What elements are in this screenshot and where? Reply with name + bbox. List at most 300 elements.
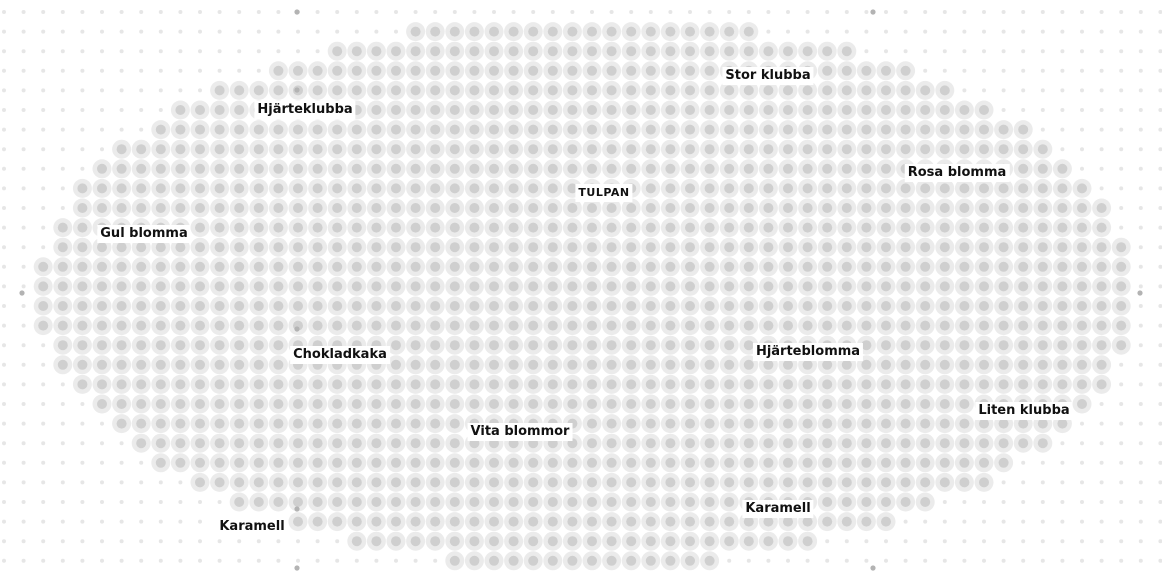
seat[interactable] xyxy=(720,159,739,178)
seat[interactable] xyxy=(289,297,308,316)
seat[interactable] xyxy=(308,179,327,198)
seat[interactable] xyxy=(739,101,758,120)
seat[interactable] xyxy=(543,316,562,335)
seat[interactable] xyxy=(837,375,856,394)
seat[interactable] xyxy=(465,81,484,100)
seat[interactable] xyxy=(289,395,308,414)
seat[interactable] xyxy=(916,453,935,472)
seat[interactable] xyxy=(367,179,386,198)
seat[interactable] xyxy=(994,453,1013,472)
seat[interactable] xyxy=(994,316,1013,335)
seat[interactable] xyxy=(269,179,288,198)
seat[interactable] xyxy=(681,375,700,394)
seat[interactable] xyxy=(583,355,602,374)
seat[interactable] xyxy=(387,238,406,257)
seat[interactable] xyxy=(445,277,464,296)
seat[interactable] xyxy=(994,355,1013,374)
seat[interactable] xyxy=(818,512,837,531)
seat[interactable] xyxy=(700,336,719,355)
seat[interactable] xyxy=(955,473,974,492)
seat[interactable] xyxy=(818,316,837,335)
seat[interactable] xyxy=(583,375,602,394)
seat[interactable] xyxy=(151,257,170,276)
seat[interactable] xyxy=(681,316,700,335)
seat[interactable] xyxy=(759,179,778,198)
seat[interactable] xyxy=(230,81,249,100)
seat[interactable] xyxy=(622,277,641,296)
seat[interactable] xyxy=(445,257,464,276)
seat[interactable] xyxy=(328,493,347,512)
seat[interactable] xyxy=(681,493,700,512)
seat[interactable] xyxy=(837,414,856,433)
seat[interactable] xyxy=(857,218,876,237)
seat[interactable] xyxy=(132,140,151,159)
seat[interactable] xyxy=(269,277,288,296)
seat[interactable] xyxy=(485,395,504,414)
seat[interactable] xyxy=(975,199,994,218)
seat[interactable] xyxy=(583,61,602,80)
seat[interactable] xyxy=(1014,336,1033,355)
seat[interactable] xyxy=(720,140,739,159)
seat[interactable] xyxy=(132,179,151,198)
seat[interactable] xyxy=(308,375,327,394)
seat[interactable] xyxy=(935,434,954,453)
seat[interactable] xyxy=(328,81,347,100)
seat[interactable] xyxy=(1073,179,1092,198)
seat[interactable] xyxy=(289,140,308,159)
seat[interactable] xyxy=(269,81,288,100)
seat[interactable] xyxy=(583,297,602,316)
seat[interactable] xyxy=(661,375,680,394)
seat[interactable] xyxy=(524,493,543,512)
seat[interactable] xyxy=(191,199,210,218)
seat[interactable] xyxy=(485,277,504,296)
seat[interactable] xyxy=(230,218,249,237)
seat[interactable] xyxy=(837,473,856,492)
seat[interactable] xyxy=(132,355,151,374)
seat[interactable] xyxy=(857,395,876,414)
seat[interactable] xyxy=(563,81,582,100)
seat[interactable] xyxy=(720,512,739,531)
seat[interactable] xyxy=(485,375,504,394)
seat[interactable] xyxy=(269,414,288,433)
seat[interactable] xyxy=(798,120,817,139)
seat[interactable] xyxy=(191,218,210,237)
seat[interactable] xyxy=(445,355,464,374)
seat[interactable] xyxy=(504,257,523,276)
seat[interactable] xyxy=(602,277,621,296)
seat[interactable] xyxy=(112,199,131,218)
seat[interactable] xyxy=(387,414,406,433)
seat[interactable] xyxy=(661,22,680,41)
seat[interactable] xyxy=(387,532,406,551)
seat[interactable] xyxy=(406,453,425,472)
seat[interactable] xyxy=(465,42,484,61)
seat[interactable] xyxy=(641,81,660,100)
seat[interactable] xyxy=(641,532,660,551)
seat[interactable] xyxy=(681,218,700,237)
seat[interactable] xyxy=(171,316,190,335)
seat[interactable] xyxy=(445,434,464,453)
seat[interactable] xyxy=(798,101,817,120)
seat[interactable] xyxy=(73,218,92,237)
seat[interactable] xyxy=(406,257,425,276)
seat[interactable] xyxy=(602,297,621,316)
seat[interactable] xyxy=(249,336,268,355)
seat[interactable] xyxy=(622,22,641,41)
seat[interactable] xyxy=(445,179,464,198)
seat[interactable] xyxy=(877,473,896,492)
seat[interactable] xyxy=(347,42,366,61)
seat[interactable] xyxy=(759,414,778,433)
seat[interactable] xyxy=(465,61,484,80)
seat[interactable] xyxy=(779,473,798,492)
seat[interactable] xyxy=(700,551,719,570)
seat[interactable] xyxy=(563,120,582,139)
seat[interactable] xyxy=(641,101,660,120)
seat[interactable] xyxy=(132,414,151,433)
seat[interactable] xyxy=(720,434,739,453)
seat[interactable] xyxy=(230,120,249,139)
seat[interactable] xyxy=(681,355,700,374)
seat[interactable] xyxy=(720,336,739,355)
seat[interactable] xyxy=(191,395,210,414)
seat[interactable] xyxy=(367,140,386,159)
seat[interactable] xyxy=(543,120,562,139)
seat[interactable] xyxy=(485,297,504,316)
seat[interactable] xyxy=(289,277,308,296)
seat[interactable] xyxy=(171,375,190,394)
seat[interactable] xyxy=(1053,375,1072,394)
seat[interactable] xyxy=(1073,199,1092,218)
seat[interactable] xyxy=(877,61,896,80)
seat[interactable] xyxy=(426,140,445,159)
seat[interactable] xyxy=(779,159,798,178)
seat[interactable] xyxy=(524,551,543,570)
seat[interactable] xyxy=(289,257,308,276)
seat[interactable] xyxy=(524,336,543,355)
seat[interactable] xyxy=(112,159,131,178)
seat[interactable] xyxy=(191,453,210,472)
seat[interactable] xyxy=(896,257,915,276)
zone-label-karamell-left[interactable]: Karamell xyxy=(216,518,287,536)
seat[interactable] xyxy=(445,316,464,335)
seat[interactable] xyxy=(661,316,680,335)
seat[interactable] xyxy=(230,297,249,316)
seat[interactable] xyxy=(602,140,621,159)
seat[interactable] xyxy=(720,218,739,237)
seat[interactable] xyxy=(347,61,366,80)
seat[interactable] xyxy=(759,316,778,335)
seat[interactable] xyxy=(328,218,347,237)
seat[interactable] xyxy=(230,355,249,374)
seat[interactable] xyxy=(1014,120,1033,139)
seat[interactable] xyxy=(210,179,229,198)
seat[interactable] xyxy=(563,61,582,80)
seat[interactable] xyxy=(798,395,817,414)
seat[interactable] xyxy=(191,355,210,374)
seat[interactable] xyxy=(602,218,621,237)
seat[interactable] xyxy=(210,395,229,414)
seat[interactable] xyxy=(112,395,131,414)
seat[interactable] xyxy=(543,512,562,531)
seat[interactable] xyxy=(837,277,856,296)
seat[interactable] xyxy=(779,316,798,335)
seat[interactable] xyxy=(504,512,523,531)
seat[interactable] xyxy=(935,257,954,276)
seat[interactable] xyxy=(1014,316,1033,335)
seat[interactable] xyxy=(445,532,464,551)
seat[interactable] xyxy=(896,238,915,257)
seat[interactable] xyxy=(975,140,994,159)
seat[interactable] xyxy=(171,120,190,139)
seat[interactable] xyxy=(465,493,484,512)
seat[interactable] xyxy=(445,101,464,120)
seat[interactable] xyxy=(53,238,72,257)
seat[interactable] xyxy=(818,493,837,512)
seat[interactable] xyxy=(602,434,621,453)
seat[interactable] xyxy=(700,395,719,414)
seat[interactable] xyxy=(877,453,896,472)
seat[interactable] xyxy=(112,316,131,335)
seat[interactable] xyxy=(249,395,268,414)
seat[interactable] xyxy=(132,434,151,453)
seat[interactable] xyxy=(916,473,935,492)
seat[interactable] xyxy=(955,297,974,316)
seat[interactable] xyxy=(53,277,72,296)
seat[interactable] xyxy=(857,120,876,139)
seat[interactable] xyxy=(681,22,700,41)
seat[interactable] xyxy=(975,473,994,492)
seat[interactable] xyxy=(1033,257,1052,276)
seat[interactable] xyxy=(387,453,406,472)
seat[interactable] xyxy=(524,218,543,237)
seat[interactable] xyxy=(328,375,347,394)
seat[interactable] xyxy=(524,453,543,472)
seat[interactable] xyxy=(191,316,210,335)
seat[interactable] xyxy=(367,414,386,433)
seat[interactable] xyxy=(504,22,523,41)
seat[interactable] xyxy=(485,493,504,512)
seat[interactable] xyxy=(426,434,445,453)
seat[interactable] xyxy=(230,336,249,355)
seat[interactable] xyxy=(269,316,288,335)
seat[interactable] xyxy=(524,257,543,276)
seat[interactable] xyxy=(171,297,190,316)
seat[interactable] xyxy=(249,434,268,453)
seat[interactable] xyxy=(857,238,876,257)
seat[interactable] xyxy=(426,473,445,492)
seat[interactable] xyxy=(347,316,366,335)
seat[interactable] xyxy=(700,277,719,296)
seat[interactable] xyxy=(1112,277,1131,296)
seat[interactable] xyxy=(1073,355,1092,374)
seat[interactable] xyxy=(328,512,347,531)
zone-label-vita-blommor[interactable]: Vita blommor xyxy=(468,423,573,441)
seat[interactable] xyxy=(112,355,131,374)
seat[interactable] xyxy=(563,22,582,41)
seat[interactable] xyxy=(367,238,386,257)
seat[interactable] xyxy=(543,395,562,414)
seat[interactable] xyxy=(191,414,210,433)
seat[interactable] xyxy=(759,375,778,394)
seat[interactable] xyxy=(641,336,660,355)
seat[interactable] xyxy=(543,101,562,120)
seat[interactable] xyxy=(935,316,954,335)
seat[interactable] xyxy=(308,414,327,433)
seat[interactable] xyxy=(367,316,386,335)
seat[interactable] xyxy=(759,297,778,316)
seat[interactable] xyxy=(661,551,680,570)
seat[interactable] xyxy=(426,453,445,472)
seat[interactable] xyxy=(602,120,621,139)
seat[interactable] xyxy=(249,140,268,159)
seat[interactable] xyxy=(269,257,288,276)
seat[interactable] xyxy=(308,257,327,276)
seat[interactable] xyxy=(1073,375,1092,394)
seat[interactable] xyxy=(779,140,798,159)
seat[interactable] xyxy=(877,414,896,433)
seat[interactable] xyxy=(1033,434,1052,453)
seat[interactable] xyxy=(406,101,425,120)
seat[interactable] xyxy=(720,22,739,41)
seat[interactable] xyxy=(622,355,641,374)
seat[interactable] xyxy=(426,375,445,394)
seat[interactable] xyxy=(837,434,856,453)
seat[interactable] xyxy=(132,297,151,316)
seat[interactable] xyxy=(269,473,288,492)
seat[interactable] xyxy=(289,199,308,218)
seat[interactable] xyxy=(1053,297,1072,316)
seat[interactable] xyxy=(426,61,445,80)
seat[interactable] xyxy=(347,434,366,453)
seat[interactable] xyxy=(249,473,268,492)
seat[interactable] xyxy=(504,159,523,178)
seat[interactable] xyxy=(700,532,719,551)
seat[interactable] xyxy=(210,120,229,139)
seat[interactable] xyxy=(896,101,915,120)
seat[interactable] xyxy=(916,120,935,139)
seat[interactable] xyxy=(210,238,229,257)
seat[interactable] xyxy=(445,375,464,394)
seat[interactable] xyxy=(935,414,954,433)
seat[interactable] xyxy=(955,355,974,374)
seat[interactable] xyxy=(445,336,464,355)
seat[interactable] xyxy=(308,493,327,512)
seat[interactable] xyxy=(641,453,660,472)
seat[interactable] xyxy=(1033,199,1052,218)
seat[interactable] xyxy=(720,257,739,276)
seat[interactable] xyxy=(1014,375,1033,394)
seat[interactable] xyxy=(857,257,876,276)
seat[interactable] xyxy=(387,179,406,198)
seat[interactable] xyxy=(445,218,464,237)
seat[interactable] xyxy=(171,277,190,296)
seat[interactable] xyxy=(877,277,896,296)
seat[interactable] xyxy=(798,375,817,394)
seat[interactable] xyxy=(93,355,112,374)
seat[interactable] xyxy=(877,395,896,414)
seat[interactable] xyxy=(798,238,817,257)
seat[interactable] xyxy=(661,453,680,472)
seat[interactable] xyxy=(524,297,543,316)
seat[interactable] xyxy=(955,218,974,237)
seat[interactable] xyxy=(171,179,190,198)
seat[interactable] xyxy=(994,120,1013,139)
seat[interactable] xyxy=(406,512,425,531)
seat[interactable] xyxy=(1014,297,1033,316)
seat[interactable] xyxy=(1014,159,1033,178)
seat[interactable] xyxy=(485,257,504,276)
seat[interactable] xyxy=(818,81,837,100)
seat[interactable] xyxy=(249,120,268,139)
seat[interactable] xyxy=(465,316,484,335)
seat[interactable] xyxy=(387,493,406,512)
seat[interactable] xyxy=(328,42,347,61)
seat[interactable] xyxy=(1053,238,1072,257)
seat[interactable] xyxy=(465,277,484,296)
seat[interactable] xyxy=(191,101,210,120)
seat[interactable] xyxy=(210,453,229,472)
seat[interactable] xyxy=(465,453,484,472)
seat[interactable] xyxy=(426,199,445,218)
seat[interactable] xyxy=(759,42,778,61)
seat[interactable] xyxy=(1092,316,1111,335)
seat[interactable] xyxy=(426,336,445,355)
seat[interactable] xyxy=(877,493,896,512)
seat[interactable] xyxy=(504,453,523,472)
seat[interactable] xyxy=(171,434,190,453)
seat[interactable] xyxy=(955,375,974,394)
seat[interactable] xyxy=(975,257,994,276)
seat[interactable] xyxy=(700,473,719,492)
seat[interactable] xyxy=(93,199,112,218)
seat[interactable] xyxy=(406,22,425,41)
seat[interactable] xyxy=(347,453,366,472)
seat[interactable] xyxy=(269,453,288,472)
seat[interactable] xyxy=(230,414,249,433)
seat[interactable] xyxy=(975,277,994,296)
seat[interactable] xyxy=(171,159,190,178)
seat[interactable] xyxy=(583,238,602,257)
seat[interactable] xyxy=(700,355,719,374)
seat[interactable] xyxy=(387,81,406,100)
seat[interactable] xyxy=(308,277,327,296)
seat[interactable] xyxy=(916,355,935,374)
seat[interactable] xyxy=(583,140,602,159)
seat[interactable] xyxy=(602,473,621,492)
seat[interactable] xyxy=(269,434,288,453)
seat[interactable] xyxy=(700,120,719,139)
seat[interactable] xyxy=(1092,199,1111,218)
seat[interactable] xyxy=(759,101,778,120)
seat[interactable] xyxy=(896,140,915,159)
seat[interactable] xyxy=(916,140,935,159)
seat[interactable] xyxy=(759,218,778,237)
seat[interactable] xyxy=(524,532,543,551)
seat[interactable] xyxy=(935,120,954,139)
seat[interactable] xyxy=(406,316,425,335)
seat[interactable] xyxy=(249,453,268,472)
seat[interactable] xyxy=(583,42,602,61)
seat[interactable] xyxy=(269,140,288,159)
seat[interactable] xyxy=(367,120,386,139)
seat[interactable] xyxy=(485,355,504,374)
seat[interactable] xyxy=(191,238,210,257)
seat[interactable] xyxy=(1073,395,1092,414)
seat[interactable] xyxy=(916,257,935,276)
seat[interactable] xyxy=(583,414,602,433)
